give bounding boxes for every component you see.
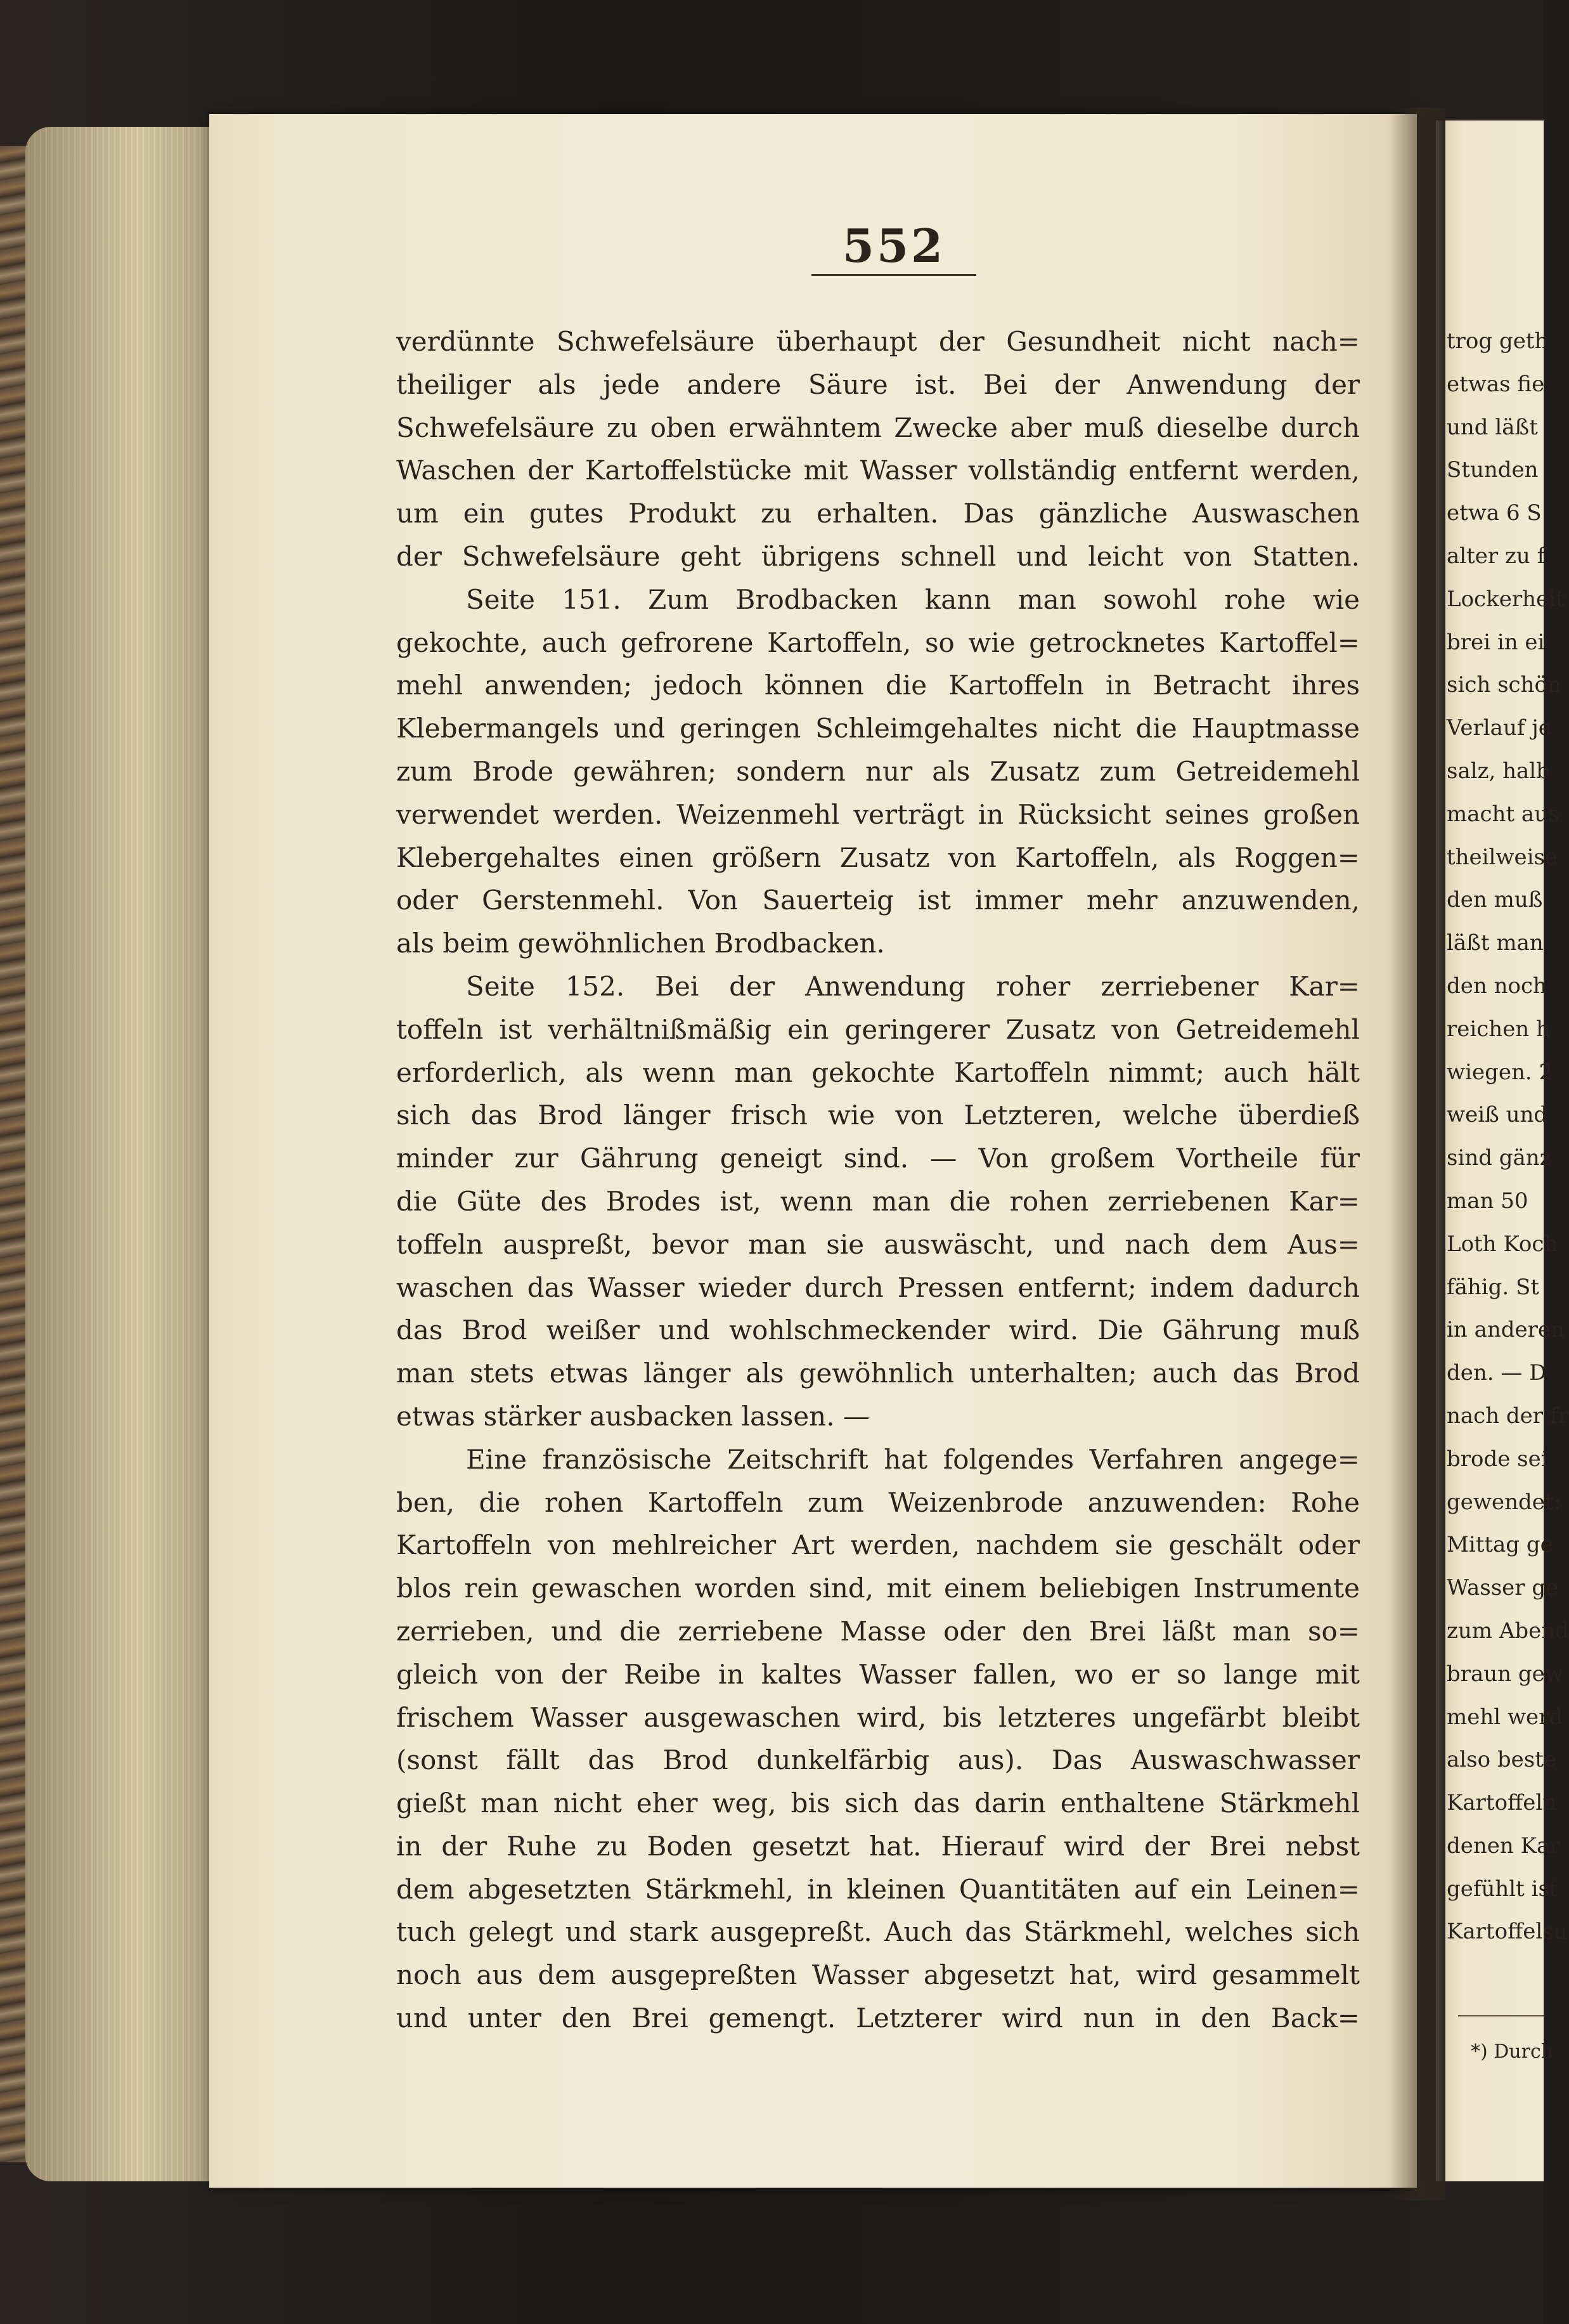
text-line: sich das Brod länger frisch wie von Letzteren, welche überdieß (396, 1100, 1360, 1131)
right-text-line: gewendet: (1447, 1489, 1561, 1515)
right-text-line: den. — D (1447, 1360, 1547, 1386)
right-text-line: braun gew (1447, 1661, 1563, 1687)
text-line: Klebergehaltes einen größern Zusatz von Kartoffeln, als Roggen= (396, 841, 1360, 873)
text-line: Eine französische Zeitschrift hat folgendes Verfahren angege= (466, 1443, 1360, 1475)
right-text-line: denen Kar (1447, 1833, 1560, 1859)
text-line: gießt man nicht eher weg, bis sich das darin enthaltene Stärkmehl (396, 1788, 1360, 1819)
right-text-line: mehl werd (1447, 1704, 1563, 1730)
right-text-line: sind gänz (1447, 1145, 1551, 1171)
right-text-line: wiegen. 2 (1447, 1059, 1553, 1085)
right-text-line: trog geth (1447, 328, 1549, 354)
right-text-line: alter zu f (1447, 543, 1546, 569)
right-text-line: weiß und (1447, 1102, 1548, 1128)
text-line: Klebermangels und geringen Schleimgehaltes nicht die Hauptmasse (396, 713, 1360, 744)
text-line: minder zur Gährung geneigt sind. — Von großem Vortheile für (396, 1143, 1360, 1174)
text-line: als beim gewöhnlichen Brodbacken. (396, 928, 885, 959)
right-text-line: etwa 6 S (1447, 500, 1542, 526)
text-line: Kartoffeln von mehlreicher Art werden, nachdem sie geschält oder (396, 1529, 1360, 1561)
text-line: ben, die rohen Kartoffeln zum Weizenbrode anzuwenden: Rohe (396, 1486, 1360, 1518)
right-text-line: etwas fie (1447, 371, 1545, 397)
text-line: noch aus dem ausgepreßten Wasser abgesetzt hat, wird gesammelt (396, 1959, 1360, 1991)
right-text-line: den muß (1447, 887, 1543, 913)
footnote-rule (1458, 2015, 1544, 2016)
right-text-line: macht aus (1447, 801, 1559, 827)
text-line: in der Ruhe zu Boden gesetzt hat. Hierauf wird der Brei nebst (396, 1830, 1360, 1862)
right-text-line: und läßt (1447, 414, 1538, 440)
text-line: die Güte des Brodes ist, wenn man die rohen zerriebenen Kar= (396, 1185, 1360, 1217)
text-line: waschen das Wasser wieder durch Pressen entfernt; indem dadurch (396, 1271, 1360, 1303)
right-text-line: fähig. St (1447, 1274, 1539, 1300)
book-gutter (1388, 108, 1445, 2200)
text-line: das Brod weißer und wohlschmeckender wird. Die Gährung muß (396, 1315, 1360, 1346)
right-text-line: brei in ei (1447, 629, 1545, 655)
text-line: oder Gerstenmehl. Von Sauerteig ist immer mehr anzuwenden, (396, 885, 1360, 916)
right-text-line: Kartoffeln (1447, 1790, 1557, 1816)
right-text-line: Verlauf je (1447, 715, 1551, 741)
text-line: Schwefelsäure zu oben erwähntem Zwecke aber muß dieselbe durch (396, 412, 1360, 443)
right-text-line: Lockerheit (1447, 586, 1565, 612)
text-line: zerrieben, und die zerriebene Masse oder den Brei läßt man so= (396, 1615, 1360, 1647)
right-text-line: Wasser ge (1447, 1575, 1559, 1601)
text-line: dem abgesetzten Stärkmehl, in kleinen Quantitäten auf ein Leinen= (396, 1873, 1360, 1905)
page-number: 552 (842, 219, 946, 273)
text-line: (sonst fällt das Brod dunkelfärbig aus). Das Auswaschwasser (396, 1744, 1360, 1776)
text-line: Seite 152. Bei der Anwendung roher zerriebener Kar= (466, 970, 1360, 1002)
text-line: gleich von der Reibe in kaltes Wasser fallen, wo er so lange mit (396, 1658, 1360, 1690)
right-footnote: *) Durch (1471, 2041, 1554, 2063)
right-text-line: man 50 (1447, 1188, 1528, 1214)
right-text-line: salz, halb (1447, 758, 1550, 784)
right-text-line: gefühlt ist (1447, 1876, 1558, 1902)
right-text-line: Loth Koch (1447, 1231, 1558, 1257)
right-text-line: sich schön (1447, 672, 1561, 698)
text-line: frischem Wasser ausgewaschen wird, bis letzteres ungefärbt bleibt (396, 1701, 1360, 1733)
page-edges-shade (25, 127, 216, 2181)
text-line: man stets etwas länger als gewöhnlich unterhalten; auch das Brod (396, 1358, 1360, 1389)
right-text-line: läßt man (1447, 930, 1544, 956)
main-text (396, 320, 1360, 2040)
right-text-line: theilweise (1447, 844, 1558, 870)
right-text-line: Stunden (1447, 457, 1539, 483)
text-line: mehl anwenden; jedoch können die Kartoffeln in Betracht ihres (396, 670, 1360, 701)
right-text-line: den noch (1447, 973, 1547, 999)
text-line: erforderlich, als wenn man gekochte Kartoffeln nimmt; auch hält (396, 1056, 1360, 1088)
text-line: toffeln auspreßt, bevor man sie auswäscht, und nach dem Aus= (396, 1228, 1360, 1260)
right-text-line: reichen h (1447, 1016, 1550, 1042)
right-text-line: Kartoffelsu (1447, 1919, 1568, 1945)
right-text-line: also beste (1447, 1747, 1556, 1773)
text-line: gekochte, auch gefrorene Kartoffeln, so wie getrocknetes Kartoffel= (396, 626, 1360, 658)
text-line: der Schwefelsäure geht übrigens schnell und leicht von Statten. (396, 540, 1360, 572)
right-text-line: in anderen (1447, 1317, 1565, 1343)
text-line: etwas stärker ausbacken lassen. — (396, 1400, 870, 1432)
right-page-text (1447, 320, 1569, 1954)
text-line: zum Brode gewähren; sondern nur als Zusatz zum Getreidemehl (396, 755, 1360, 787)
text-line: und unter den Brei gemengt. Letzterer wird nun in den Back= (396, 2003, 1360, 2034)
text-line: verwendet werden. Weizenmehl verträgt in Rücksicht seines großen (396, 798, 1360, 830)
right-text-line: Mittag ge (1447, 1532, 1553, 1558)
right-text-line: zum Abend (1447, 1618, 1569, 1644)
text-line: theiliger als jede andere Säure ist. Bei der Anwendung der (396, 368, 1360, 400)
right-text-line: nach der fr (1447, 1403, 1568, 1429)
right-text-line: brode sei (1447, 1446, 1548, 1472)
text-line: toffeln ist verhältnißmäßig ein geringerer Zusatz von Getreidemehl (396, 1013, 1360, 1045)
text-line: tuch gelegt und stark ausgepreßt. Auch das Stärkmehl, welches sich (396, 1916, 1360, 1948)
text-line: blos rein gewaschen worden sind, mit einem beliebigen Instrumente (396, 1573, 1360, 1604)
text-line: verdünnte Schwefelsäure überhaupt der Gesundheit nicht nach= (396, 326, 1360, 357)
text-line: Waschen der Kartoffelstücke mit Wasser vollständig entfernt werden, (396, 455, 1360, 486)
page-number-rule (811, 274, 976, 276)
text-line: um ein gutes Produkt zu erhalten. Das gänzliche Auswaschen (396, 498, 1360, 529)
text-line: Seite 151. Zum Brodbacken kann man sowohl rohe wie (466, 583, 1360, 615)
